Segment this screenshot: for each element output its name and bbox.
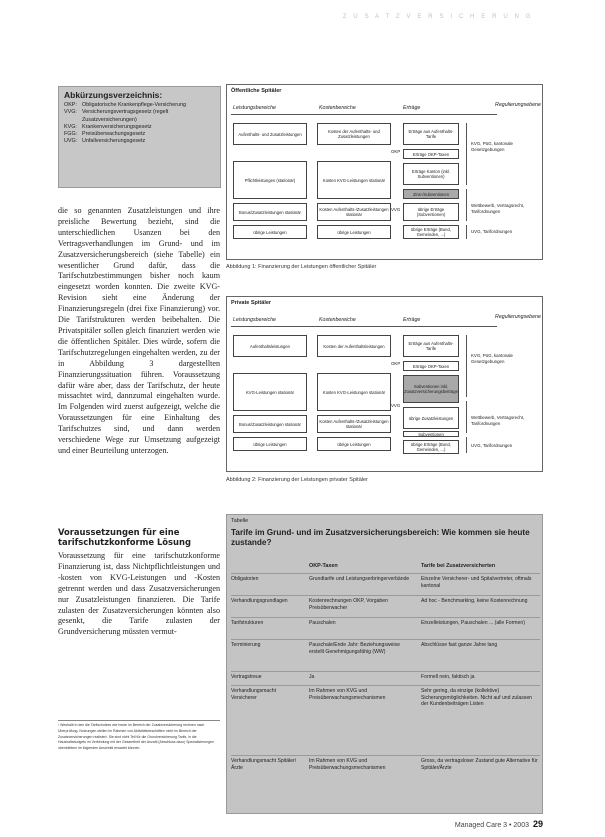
table-cell: Verhandlungsmacht Versicherer xyxy=(231,688,277,701)
table-row xyxy=(231,755,540,795)
ertrag-box-shaded: Zins-/Subventionen xyxy=(403,189,459,199)
ertrag-box: Subventionen xyxy=(403,431,459,437)
table-cell: Obligatorien xyxy=(231,576,259,582)
ertrag-box: übrige Erträge (Bund, Gemeinden, ...) xyxy=(403,225,459,239)
regulation-note: Wettbewerb, Vertragsrecht, Tarifordnungen xyxy=(471,415,525,426)
page-footer xyxy=(455,819,543,829)
table-cell: Einzelne Versicherer- und Spitalvertreter, oftmals kantonal xyxy=(421,576,532,589)
table-row xyxy=(231,671,540,685)
ertrag-box: Erträge OKP-Taxen xyxy=(403,361,459,371)
col-head-leistung: Leistungsbereiche xyxy=(233,105,276,111)
col-head-leistung: Leistungsbereiche xyxy=(233,317,276,323)
leistung-box: KVG-Leistungen stationär xyxy=(233,373,307,411)
table-cell: Terminierung xyxy=(231,642,261,648)
table-row xyxy=(231,685,540,747)
table-cell: Verhandlungsmacht Spitäler/Ärzte xyxy=(231,758,297,771)
kosten-box: Kosten der Aufenthaltsleistungen xyxy=(317,335,391,357)
table-cell: Formell nein, faktisch ja xyxy=(421,674,475,680)
table-cell: Vertragstreue xyxy=(231,674,262,680)
abbreviation-item xyxy=(64,109,215,124)
regulation-bracket xyxy=(463,123,467,185)
abbr-key: VVG: xyxy=(64,109,77,116)
abbr-value: Preisüberwachungsgesetz xyxy=(82,131,146,138)
regulation-note: UVG, Tarifordnungen xyxy=(471,443,513,448)
ertrag-box: Erträge aus Aufenthalts-Tarife xyxy=(403,123,459,145)
ertrag-box: übrige Zusatzleistungen xyxy=(403,407,459,429)
ertrag-box: Erträge aus Aufenthalts-Tarife xyxy=(403,335,459,357)
ertrag-box: übrige Erträge (Subventionen) xyxy=(403,203,459,221)
abbr-key: UVG: xyxy=(64,138,78,145)
vvg-link-label: VVG xyxy=(391,207,401,212)
table-cell: Gross, da vertragsloser Zustand gute Alternative für Spitäler/Ärzte xyxy=(421,758,538,771)
regulation-bracket xyxy=(463,335,467,397)
table-cell: Verhandlungsgrundlagen xyxy=(231,598,288,604)
table-title: Tarife im Grund- und im Zusatzversicherungsbereich: Wie kommen sie heute zustande? xyxy=(231,528,530,547)
abbreviation-item xyxy=(64,124,215,131)
col-head-kosten: Kostenbereiche xyxy=(319,105,356,111)
figure-public-hospitals xyxy=(226,84,543,260)
table-cell: Grundtarife und Leistungserbringerverbände xyxy=(309,576,410,582)
leistung-box: Aufenthaltsleistungen xyxy=(233,335,307,357)
abbreviation-item xyxy=(64,131,215,138)
regulation-note: UVG, Tarifordnungen xyxy=(471,229,513,234)
regulation-bracket xyxy=(463,189,467,221)
abbr-key: FGG: xyxy=(64,131,78,138)
col-head-kosten: Kostenbereiche xyxy=(319,317,356,323)
ertrag-box: Erträge Kanton (inkl. Subventionen) xyxy=(403,163,459,185)
abbr-value: Krankenversicherungsgesetz xyxy=(82,123,152,130)
abbreviations-title: Abkürzungsverzeichnis: xyxy=(64,90,163,100)
table-row xyxy=(231,617,540,639)
table-row xyxy=(231,595,540,617)
table-cell: Ja xyxy=(309,674,315,680)
table-header-zusatz: Tarife bei Zusatzversicherten xyxy=(421,563,496,569)
table-header-okp: OKP-Taxen xyxy=(309,563,338,569)
body-paragraph-1: die so genannten Zusatzleistungen und ihre preisliche Bewertung bezieht, sind die unterschiedlichen Usanzen bei den Vertragsverhandlungen im Grund- und im Zusatzversicherungsbereich (siehe Tabelle) ein wesentlicher Grund dafür, dass die Tarifschutzbestimmungen bisher noch kaum eingesetzt worden konnten. Die zweite KVG-Revision sieht eine Änderung der Finanzierungsregeln (drei fixe Finanzierung) vor. Die Tarifstrukturen werden beibehalten. Die Privatspitäler sollen gleich finanziert werden wie die öffentlichen Spitäler. Dies würde, sofern die Tarifschutzregelungen eingehalten werden, zu der in Abbildung 3 dargestellten Finanzierungssituation führen. Voraussetzung dafür wäre aber, dass der Tarifschutz, der heute missachtet wird, dannzumal eingehalten wurde. Im Folgenden wird zuerst aufgezeigt, welche die Voraussetzungen für eine Einhaltung des Tarifschutzes sind, und dann werden verschiedene Wege zur Umsetzung aufgezeigt und einer Beurteilung unterzogen. xyxy=(58,206,220,455)
ertrag-box-shaded: Subventionen inkl. Zusatzversicherungsbeiträge xyxy=(403,375,459,403)
regulation-note: Wettbewerb, Vertragsrecht, Tarifordnungen xyxy=(471,203,525,214)
col-head-regulierung: Regulierungsebene xyxy=(495,314,541,320)
col-head-regulierung: Regulierungsebene xyxy=(495,102,541,108)
okp-link-label: OKP xyxy=(391,361,401,366)
header-rule xyxy=(231,326,497,327)
ertrag-box: übrige Erträge (Bund, Gemeinden, ...) xyxy=(403,440,459,454)
leistung-box: übrige Leistungen xyxy=(233,225,307,239)
table-row xyxy=(231,639,540,671)
header-rule xyxy=(231,114,497,115)
kosten-box: übrige Leistungen xyxy=(317,225,391,239)
abbreviation-item xyxy=(64,102,215,109)
table-cell: Im Rahmen von KVG und Preisüberwachungsmechanismen xyxy=(309,758,386,771)
table-row xyxy=(231,573,540,595)
footnote: ¹ Weshalb in den die Tarifschutzes wie heute im Bereich der Zusatzversicherung rechnen nach Überprüfung. Nutzungen stellen im Rahmen von Aktivitätsbeschäften nicht im Bereich der Zusatzversicherungen realisiert. Sie sind nicht Teil für die Grundversicherung Tarifs, in die Haushaltsbudgets im Verbindung mit der Gesamtheit der Anzahl (Abschluss dazu) Spezialisierungen obenbleiben im folgenden Anschnitt erwartet können. xyxy=(58,720,220,752)
section-subheading: Voraussetzungen für eine tarifschutzkonforme Lösung xyxy=(58,527,191,547)
col-head-ertrag: Erträge xyxy=(403,317,421,323)
leistung-box: Bonus/Zusatzleistungen stationär xyxy=(233,203,307,221)
ertrag-box: Erträge OKP-Taxen xyxy=(403,149,459,159)
vvg-link-label: VVG xyxy=(391,403,401,408)
table-cell: Ad hoc - Benchmarking, keine Kostenrechnung xyxy=(421,598,528,604)
figure-title: Private Spitäler xyxy=(231,300,272,306)
tariff-table xyxy=(226,514,543,814)
table-cell: Sehr gering, da einzige (kollektive) Sicherungsmöglichkeiten. Nicht auf und zulassen der Kundenbeiträgen Listen xyxy=(421,688,532,707)
figure-2-caption: Abbildung 2: Finanzierung der Leistungen privater Spitäler xyxy=(226,477,368,483)
abbreviations-box xyxy=(58,86,221,188)
journal-name: Managed Care 3 • 2003 xyxy=(454,822,529,829)
abbr-value: Unfallversicherungsgesetz xyxy=(82,138,146,145)
table-tag: Tabelle xyxy=(231,518,249,524)
leistung-box: Pflichtleistungen (stationär) xyxy=(233,161,307,199)
table-cell: Im Rahmen von KVG und Preisüberwachungsmechanismen xyxy=(309,688,386,701)
kosten-box: übrige Leistungen xyxy=(317,437,391,451)
regulation-note: KVG, PüG, kantonale Gesetzgebungen xyxy=(471,141,513,152)
regulation-bracket xyxy=(463,401,467,433)
kosten-box: Kosten KVG-Leistungen stationär xyxy=(317,161,391,199)
kosten-box: Kosten Aufenthalts-/Zusatzleistungen stationär xyxy=(317,415,391,433)
okp-link-label: OKP xyxy=(391,149,401,154)
table-cell: Pauschalen xyxy=(309,620,336,626)
abbr-value: Obligatorische Krankenpflege-Versicherung xyxy=(82,102,186,108)
running-head: Z U S A T Z V E R S I C H E R U N G xyxy=(342,14,533,20)
table-cell: Kostenrechnungen OKP, Vorgaben Preisüberwacher xyxy=(309,598,388,611)
figure-1-caption: Abbildung 1: Finanzierung der Leistungen öffentlicher Spitäler xyxy=(226,264,377,270)
abbr-value: Versicherungsvertragsgesetz (regelt Zusatzversicherungen) xyxy=(82,109,169,123)
regulation-note: KVG, PüG, kantonale Gesetzgebungen xyxy=(471,353,513,364)
regulation-bracket xyxy=(463,437,467,453)
regulation-bracket xyxy=(463,225,467,239)
kosten-box: Kosten Aufenthalts-/Zusatzleistungen stationär xyxy=(317,203,391,221)
table-cell: Abschlüsse fast ganze Jahre lang xyxy=(421,642,498,648)
figure-private-hospitals xyxy=(226,296,543,472)
body-paragraph-2: Voraussetzung für eine tarifschutzkonforme Finanzierung ist, dass Nichtpflichtleistungen und -kosten von KVG-Leistungen und -Kosten getrennt werden und dass Zusatzversicherungen nur Zusatzleistungen finanzieren. Die Tarife zulasten der Zusatzversicherungen könnten also gesenkt, die Tarife zulasten der Grundversicherung müssten vermut- xyxy=(58,551,220,637)
abbr-key: OKP: xyxy=(64,102,77,108)
abbr-key: KVG: xyxy=(64,123,77,130)
kosten-box: Kosten der Aufenthalts- und Zusatzleistungen xyxy=(317,123,391,145)
col-head-ertrag: Erträge xyxy=(403,105,421,111)
leistung-box: übrige Leistungen xyxy=(233,437,307,451)
abbreviation-item xyxy=(64,138,215,145)
leistung-box: Aufenthalts- und Zusatzleistungen xyxy=(233,123,307,145)
table-cell: Einzelleistungen, Pauschalen ... (alle Formen) xyxy=(421,620,525,626)
table-cell: Pauschale/Ende Jahr: Beziehungsweise erstellt Genehmigungsfähig (WW) xyxy=(309,642,400,655)
leistung-box: Bonus/Zusatzleistungen stationär xyxy=(233,415,307,433)
figure-title: Öffentliche Spitäler xyxy=(231,88,282,94)
kosten-box: Kosten KVG-Leistungen stationär xyxy=(317,373,391,411)
page-number: 29 xyxy=(532,819,543,829)
table-cell: Tarifstrukturen xyxy=(231,620,264,626)
